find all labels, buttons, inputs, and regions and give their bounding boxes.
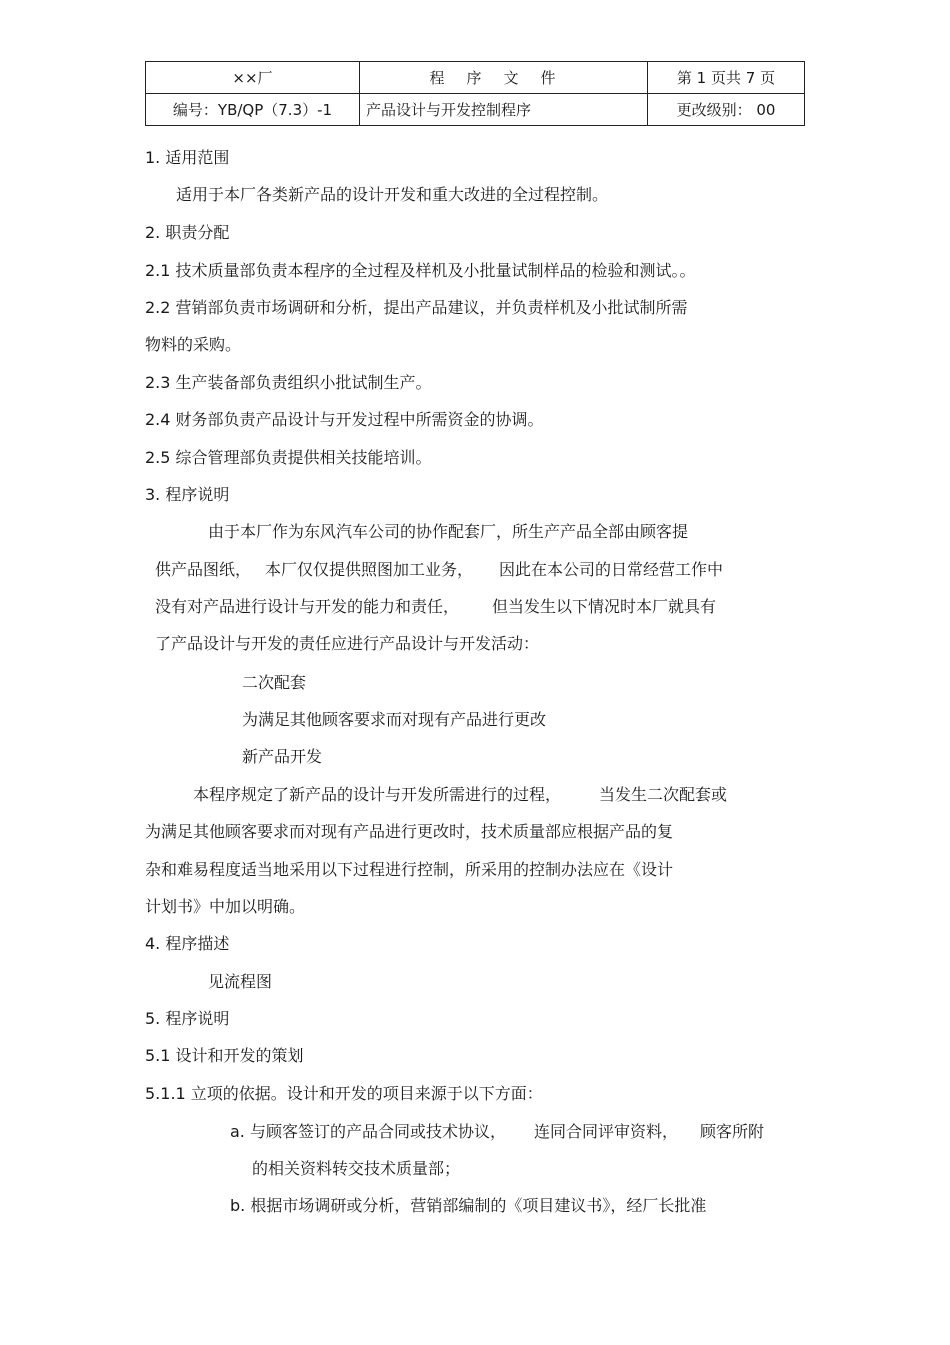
section-3-item-1: 二次配套	[242, 673, 307, 692]
section-3-para-4: 了产品设计与开发的责任应进行产品设计与开发活动：	[155, 634, 540, 653]
document-title: 产品设计与开发控制程序	[360, 94, 648, 126]
section-3-para-3-part-1: 没有对产品进行设计与开发的能力和责任，	[155, 597, 460, 616]
section-2-title: 2. 职责分配	[145, 223, 230, 242]
section-1-title: 1. 适用范围	[145, 148, 230, 167]
section-4-text: 见流程图	[208, 972, 273, 991]
section-3-para-2-part-2: 本厂仅仅提供照图加工业务，	[265, 560, 474, 579]
revision-level: 更改级别： 00	[648, 94, 805, 126]
section-3-para-2	[155, 560, 723, 580]
section-3-para-5-part-1: 本程序规定了新产品的设计与开发所需进行的过程，	[193, 785, 562, 804]
section-2-2-line-1: 2.2 营销部负责市场调研和分析，提出产品建议，并负责样机及小批试制所需	[145, 298, 688, 317]
item-a-part-1: a. 与顾客签订的产品合同或技术协议，	[230, 1122, 506, 1141]
item-a-part-3: 顾客所附	[700, 1122, 765, 1141]
item-a-line-2: 的相关资料转交技术质量部；	[252, 1159, 461, 1178]
section-3-para-5	[193, 785, 727, 805]
section-2-5: 2.5 综合管理部负责提供相关技能培训。	[145, 448, 432, 467]
item-b-line-1: b. 根据市场调研或分析，营销部编制的《项目建议书》，经厂长批准	[230, 1196, 707, 1215]
section-3-item-2: 为满足其他顾客要求而对现有产品进行更改	[242, 710, 547, 729]
section-3-para-3-part-2: 但当发生以下情况时本厂就具有	[492, 597, 717, 616]
section-2-2-line-2: 物料的采购。	[145, 335, 242, 354]
section-3-para-8: 计划书》中加以明确。	[145, 897, 306, 916]
section-3-para-2-part-1: 供产品图纸，	[155, 560, 252, 579]
section-3-para-3	[155, 597, 716, 617]
item-a-part-2: 连同合同评审资料，	[533, 1122, 678, 1141]
section-5-title: 5. 程序说明	[145, 1009, 230, 1028]
document-type: 程序文件	[360, 62, 648, 94]
section-5-1: 5.1 设计和开发的策划	[145, 1046, 304, 1065]
section-3-para-5-part-2: 当发生二次配套或	[599, 785, 728, 804]
section-2-3: 2.3 生产装备部负责组织小批试制生产。	[145, 373, 432, 392]
section-3-item-3: 新产品开发	[242, 747, 323, 766]
section-3-para-1: 由于本厂作为东风汽车公司的协作配套厂，所生产产品全部由顾客提	[208, 522, 689, 541]
header-row-2	[146, 94, 805, 126]
section-3-para-2-part-3: 因此在本公司的日常经营工作中	[499, 560, 724, 579]
factory-name: ××厂	[146, 62, 360, 94]
section-2-1: 2.1 技术质量部负责本程序的全过程及样机及小批量试制样品的检验和测试。。	[145, 261, 696, 280]
document-header-table	[145, 61, 805, 126]
section-3-title: 3. 程序说明	[145, 485, 230, 504]
item-a-line-1	[230, 1122, 764, 1142]
section-5-1-1: 5.1.1 立项的依据。设计和开发的项目来源于以下方面：	[145, 1084, 543, 1103]
section-4-title: 4. 程序描述	[145, 934, 230, 953]
page-info: 第 1 页共 7 页	[648, 62, 805, 94]
section-3-para-7: 杂和难易程度适当地采用以下过程进行控制，所采用的控制办法应在《设计	[145, 860, 674, 879]
header-row-1	[146, 62, 805, 94]
section-2-4: 2.4 财务部负责产品设计与开发过程中所需资金的协调。	[145, 410, 544, 429]
section-3-para-6: 为满足其他顾客要求而对现有产品进行更改时，技术质量部应根据产品的复	[145, 822, 674, 841]
document-number: 编号：YB/QP（7.3）-1	[146, 94, 360, 126]
section-1-text: 适用于本厂各类新产品的设计开发和重大改进的全过程控制。	[176, 185, 609, 204]
